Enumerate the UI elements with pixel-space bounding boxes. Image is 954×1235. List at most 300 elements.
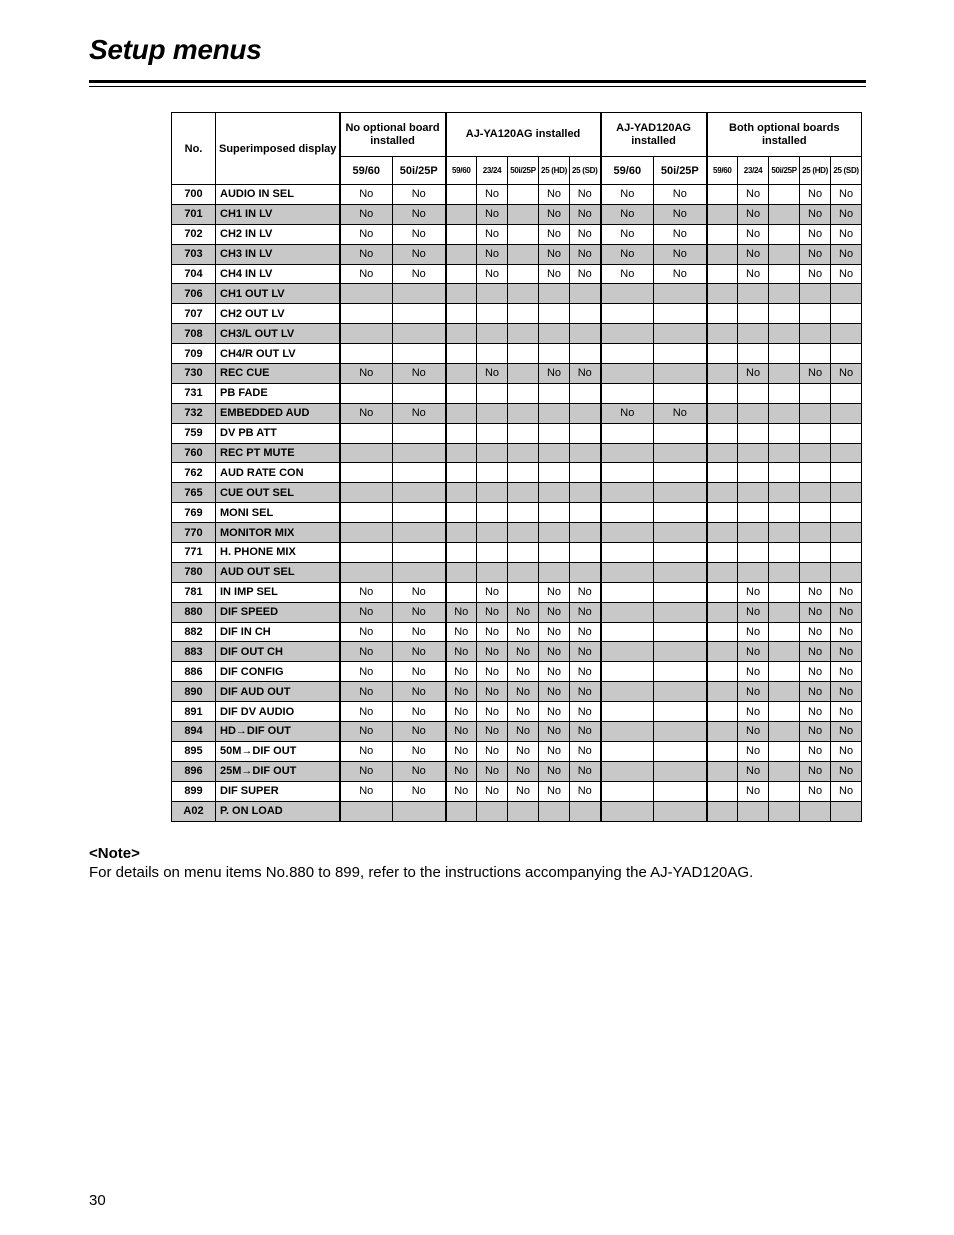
table-cell	[707, 642, 738, 662]
table-cell: No	[601, 185, 654, 205]
table-cell: No	[446, 761, 477, 781]
table-cell	[769, 344, 800, 364]
table-cell: No	[539, 602, 570, 622]
table-cell	[707, 503, 738, 523]
table-cell	[707, 662, 738, 682]
table-cell	[707, 781, 738, 801]
table-cell	[707, 682, 738, 702]
table-cell	[570, 344, 601, 364]
menu-number: 702	[172, 224, 216, 244]
menu-number: 704	[172, 264, 216, 284]
table-cell	[769, 503, 800, 523]
table-cell	[446, 264, 477, 284]
table-cell	[707, 801, 738, 821]
table-cell	[508, 284, 539, 304]
table-cell: No	[654, 403, 707, 423]
table-cell	[654, 761, 707, 781]
table-cell	[800, 463, 831, 483]
table-cell: No	[738, 602, 769, 622]
table-cell	[707, 284, 738, 304]
table-row	[172, 682, 862, 702]
table-cell: No	[601, 224, 654, 244]
menu-display-name: DIF DV AUDIO	[216, 702, 340, 722]
table-cell	[446, 483, 477, 503]
table-cell	[477, 562, 508, 582]
header-group-both-boards: Both optional boards installed	[707, 113, 862, 157]
table-cell: No	[831, 244, 862, 264]
table-cell	[738, 443, 769, 463]
table-cell	[707, 204, 738, 224]
table-cell	[831, 463, 862, 483]
table-cell: No	[800, 244, 831, 264]
table-row	[172, 503, 862, 523]
table-row	[172, 264, 862, 284]
table-cell: No	[570, 781, 601, 801]
table-cell: No	[477, 264, 508, 284]
table-cell	[601, 503, 654, 523]
table-cell	[738, 344, 769, 364]
table-cell	[769, 443, 800, 463]
table-cell	[340, 801, 393, 821]
table-cell: No	[340, 403, 393, 423]
header-sub: 25 (SD)	[570, 157, 601, 185]
table-cell: No	[340, 364, 393, 384]
table-cell	[707, 344, 738, 364]
table-row	[172, 483, 862, 503]
table-row	[172, 602, 862, 622]
table-cell	[654, 801, 707, 821]
table-cell: No	[570, 244, 601, 264]
table-cell	[539, 801, 570, 821]
table-cell	[477, 483, 508, 503]
table-cell	[393, 284, 446, 304]
menu-display-name: REC PT MUTE	[216, 443, 340, 463]
menu-display-name: CH4/R OUT LV	[216, 344, 340, 364]
table-cell: No	[800, 761, 831, 781]
table-cell: No	[800, 662, 831, 682]
header-sub: 50i/25P	[393, 157, 446, 185]
table-cell	[769, 364, 800, 384]
table-cell	[539, 383, 570, 403]
menu-number: A02	[172, 801, 216, 821]
table-cell	[707, 364, 738, 384]
table-cell: No	[477, 582, 508, 602]
table-cell	[508, 304, 539, 324]
table-cell	[446, 204, 477, 224]
menu-number: 769	[172, 503, 216, 523]
table-cell	[477, 304, 508, 324]
table-cell: No	[831, 264, 862, 284]
table-cell	[601, 781, 654, 801]
menu-number: 708	[172, 324, 216, 344]
table-cell: No	[738, 185, 769, 205]
table-cell: No	[539, 224, 570, 244]
table-cell: No	[800, 622, 831, 642]
setup-menu-table	[171, 112, 861, 822]
table-cell: No	[570, 264, 601, 284]
header-sub: 50i/25P	[508, 157, 539, 185]
table-row	[172, 284, 862, 304]
page-number: 30	[89, 1192, 106, 1209]
table-cell: No	[446, 622, 477, 642]
menu-display-name: CUE OUT SEL	[216, 483, 340, 503]
table-cell	[446, 284, 477, 304]
table-cell: No	[570, 364, 601, 384]
table-cell: No	[800, 582, 831, 602]
table-cell	[393, 523, 446, 543]
table-cell: No	[446, 662, 477, 682]
table-cell	[707, 622, 738, 642]
menu-display-name: DIF IN CH	[216, 622, 340, 642]
table-cell	[800, 801, 831, 821]
table-cell: No	[654, 185, 707, 205]
table-row	[172, 562, 862, 582]
table-cell	[738, 304, 769, 324]
header-sub: 23/24	[477, 157, 508, 185]
table-cell	[707, 443, 738, 463]
table-cell: No	[508, 781, 539, 801]
table-cell	[570, 324, 601, 344]
header-no: No.	[172, 113, 216, 185]
table-cell	[539, 523, 570, 543]
menu-number: 880	[172, 602, 216, 622]
menu-display-name: CH2 OUT LV	[216, 304, 340, 324]
table-cell: No	[601, 264, 654, 284]
table-cell	[446, 443, 477, 463]
table-cell	[654, 682, 707, 702]
table-cell	[477, 543, 508, 563]
table-cell: No	[601, 204, 654, 224]
table-cell: No	[738, 741, 769, 761]
table-cell: No	[570, 602, 601, 622]
menu-display-name: DIF SUPER	[216, 781, 340, 801]
table-cell	[570, 543, 601, 563]
table-cell	[769, 543, 800, 563]
table-row	[172, 761, 862, 781]
table-cell	[477, 443, 508, 463]
table-cell	[707, 304, 738, 324]
table-cell: No	[738, 781, 769, 801]
menu-display-name: EMBEDDED AUD	[216, 403, 340, 423]
table-cell	[508, 582, 539, 602]
table-cell	[831, 344, 862, 364]
table-cell	[477, 324, 508, 344]
table-cell	[601, 463, 654, 483]
menu-number: 770	[172, 523, 216, 543]
menu-number: 730	[172, 364, 216, 384]
table-cell: No	[831, 642, 862, 662]
menu-number: 891	[172, 702, 216, 722]
table-cell	[601, 602, 654, 622]
table-cell	[601, 682, 654, 702]
table-cell	[393, 344, 446, 364]
table-cell	[707, 741, 738, 761]
table-cell: No	[831, 224, 862, 244]
table-cell	[477, 523, 508, 543]
table-cell	[654, 562, 707, 582]
table-cell: No	[393, 622, 446, 642]
table-cell	[769, 642, 800, 662]
table-cell: No	[446, 682, 477, 702]
table-cell	[477, 801, 508, 821]
header-sub: 59/60	[446, 157, 477, 185]
table-cell	[707, 324, 738, 344]
table-row	[172, 364, 862, 384]
table-cell	[654, 722, 707, 742]
table-cell	[539, 344, 570, 364]
table-cell	[769, 682, 800, 702]
table-cell	[508, 344, 539, 364]
table-cell: No	[508, 602, 539, 622]
menu-number: 771	[172, 543, 216, 563]
table-cell: No	[738, 244, 769, 264]
table-cell	[831, 403, 862, 423]
table-cell	[800, 483, 831, 503]
table-cell	[508, 204, 539, 224]
table-cell: No	[539, 702, 570, 722]
table-cell	[446, 324, 477, 344]
table-row	[172, 662, 862, 682]
table-cell	[769, 185, 800, 205]
table-cell: No	[477, 185, 508, 205]
header-sub: 25 (HD)	[539, 157, 570, 185]
table-cell: No	[738, 662, 769, 682]
table-cell: No	[393, 244, 446, 264]
menu-display-name: AUD OUT SEL	[216, 562, 340, 582]
table-cell: No	[738, 682, 769, 702]
menu-display-name: CH2 IN LV	[216, 224, 340, 244]
table-cell	[769, 722, 800, 742]
table-cell	[769, 383, 800, 403]
table-cell: No	[539, 662, 570, 682]
menu-display-name: CH1 IN LV	[216, 204, 340, 224]
table-cell: No	[601, 403, 654, 423]
table-cell: No	[393, 224, 446, 244]
table-cell	[800, 423, 831, 443]
table-cell	[601, 483, 654, 503]
table-cell: No	[539, 185, 570, 205]
table-cell: No	[831, 622, 862, 642]
table-cell	[707, 383, 738, 403]
table-cell	[393, 443, 446, 463]
table-row	[172, 622, 862, 642]
table-cell	[831, 503, 862, 523]
table-cell: No	[601, 244, 654, 264]
table-cell: No	[340, 622, 393, 642]
table-cell	[340, 324, 393, 344]
table-cell	[393, 801, 446, 821]
header-sub: 59/60	[707, 157, 738, 185]
table-cell	[654, 523, 707, 543]
table-cell: No	[738, 622, 769, 642]
table-cell	[477, 403, 508, 423]
table-cell: No	[393, 185, 446, 205]
table-cell	[769, 582, 800, 602]
table-cell	[654, 503, 707, 523]
table-row	[172, 324, 862, 344]
table-cell: No	[831, 662, 862, 682]
menu-number: 883	[172, 642, 216, 662]
table-row	[172, 224, 862, 244]
table-cell	[601, 562, 654, 582]
table-cell: No	[340, 741, 393, 761]
table-cell	[831, 801, 862, 821]
table-cell: No	[393, 722, 446, 742]
table-row	[172, 304, 862, 324]
menu-number: 886	[172, 662, 216, 682]
table-cell: No	[570, 761, 601, 781]
table-cell	[769, 801, 800, 821]
table-cell	[769, 702, 800, 722]
menu-display-name: IN IMP SEL	[216, 582, 340, 602]
menu-display-name: DIF CONFIG	[216, 662, 340, 682]
table-cell	[707, 244, 738, 264]
table-row	[172, 204, 862, 224]
table-cell	[539, 324, 570, 344]
menu-display-name: MONITOR MIX	[216, 523, 340, 543]
table-cell	[570, 383, 601, 403]
table-cell	[601, 304, 654, 324]
table-cell	[508, 264, 539, 284]
table-cell: No	[539, 204, 570, 224]
table-cell: No	[393, 364, 446, 384]
table-cell	[738, 403, 769, 423]
table-cell	[446, 304, 477, 324]
table-cell: No	[477, 781, 508, 801]
table-cell	[800, 543, 831, 563]
table-cell	[831, 523, 862, 543]
table-cell: No	[570, 741, 601, 761]
table-row	[172, 244, 862, 264]
table-cell	[446, 244, 477, 264]
table-cell: No	[539, 582, 570, 602]
table-cell: No	[539, 761, 570, 781]
table-cell	[738, 324, 769, 344]
table-cell	[508, 443, 539, 463]
header-sub: 59/60	[601, 157, 654, 185]
table-cell: No	[340, 204, 393, 224]
menu-display-name: MONI SEL	[216, 503, 340, 523]
table-cell: No	[446, 642, 477, 662]
table-row	[172, 443, 862, 463]
table-cell	[707, 582, 738, 602]
table-cell	[707, 602, 738, 622]
table-cell: No	[800, 204, 831, 224]
header-sub: 50i/25P	[654, 157, 707, 185]
menu-number: 732	[172, 403, 216, 423]
table-cell	[393, 423, 446, 443]
table-cell	[570, 503, 601, 523]
table-cell: No	[340, 722, 393, 742]
table-cell	[738, 801, 769, 821]
table-cell	[769, 284, 800, 304]
table-cell	[769, 324, 800, 344]
table-cell	[707, 264, 738, 284]
table-cell: No	[539, 244, 570, 264]
table-cell: No	[570, 702, 601, 722]
table-cell	[800, 503, 831, 523]
table-cell	[831, 443, 862, 463]
menu-display-name: CH4 IN LV	[216, 264, 340, 284]
table-cell	[570, 801, 601, 821]
table-cell: No	[570, 622, 601, 642]
table-cell: No	[831, 781, 862, 801]
table-cell: No	[800, 682, 831, 702]
menu-display-name: CH3/L OUT LV	[216, 324, 340, 344]
table-cell: No	[393, 264, 446, 284]
table-cell	[601, 622, 654, 642]
table-cell	[601, 801, 654, 821]
menu-number: 731	[172, 383, 216, 403]
table-cell	[654, 383, 707, 403]
table-cell: No	[446, 741, 477, 761]
table-cell: No	[800, 722, 831, 742]
header-sub: 25 (HD)	[800, 157, 831, 185]
table-cell: No	[340, 761, 393, 781]
table-cell: No	[570, 722, 601, 742]
table-cell	[477, 383, 508, 403]
table-cell	[446, 423, 477, 443]
table-cell	[601, 722, 654, 742]
table-cell	[769, 523, 800, 543]
table-cell: No	[477, 702, 508, 722]
table-cell	[508, 324, 539, 344]
table-cell	[831, 483, 862, 503]
table-cell	[831, 562, 862, 582]
table-cell	[508, 801, 539, 821]
table-cell	[769, 562, 800, 582]
table-cell	[601, 543, 654, 563]
table-cell	[446, 383, 477, 403]
menu-display-name: DIF OUT CH	[216, 642, 340, 662]
table-row	[172, 463, 862, 483]
table-cell: No	[654, 204, 707, 224]
table-row	[172, 741, 862, 761]
table-cell	[654, 781, 707, 801]
table-body	[172, 185, 862, 822]
table-cell: No	[831, 582, 862, 602]
table-cell: No	[738, 722, 769, 742]
table-cell	[654, 543, 707, 563]
table-cell	[654, 602, 707, 622]
table-cell	[769, 761, 800, 781]
table-cell: No	[654, 244, 707, 264]
menu-display-name: P. ON LOAD	[216, 801, 340, 821]
table-cell	[831, 383, 862, 403]
table-cell	[508, 483, 539, 503]
table-cell	[654, 364, 707, 384]
table-row	[172, 722, 862, 742]
table-cell: No	[800, 702, 831, 722]
table-cell	[654, 741, 707, 761]
table-cell: No	[508, 741, 539, 761]
table-cell	[539, 562, 570, 582]
menu-display-name: DV PB ATT	[216, 423, 340, 443]
table-row	[172, 543, 862, 563]
table-cell: No	[477, 622, 508, 642]
table-cell	[707, 722, 738, 742]
table-cell	[446, 503, 477, 523]
table-cell: No	[477, 741, 508, 761]
menu-display-name: 25M→DIF OUT	[216, 761, 340, 781]
menu-display-name: H. PHONE MIX	[216, 543, 340, 563]
menu-number: 762	[172, 463, 216, 483]
table-cell	[601, 662, 654, 682]
table-row	[172, 801, 862, 821]
table-cell	[340, 304, 393, 324]
table-cell	[601, 443, 654, 463]
table-cell	[654, 284, 707, 304]
